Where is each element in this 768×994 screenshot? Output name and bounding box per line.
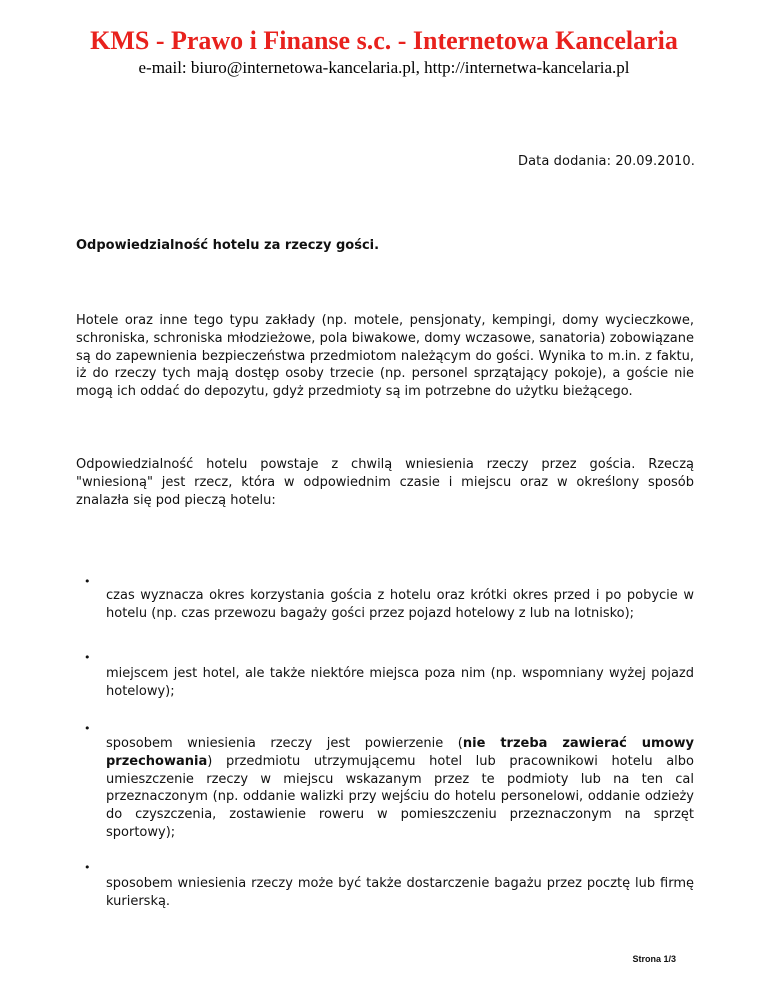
list-item-manner-before: sposobem wniesienia rzeczy jest powierzenie (: [106, 736, 463, 751]
bullet-marker: •: [84, 722, 91, 735]
date-added: Data dodania: 20.09.2010.: [518, 154, 695, 169]
bullet-marker: •: [84, 575, 91, 588]
document-header-title: KMS - Prawo i Finanse s.c. - Internetowa Kancelaria: [90, 26, 678, 55]
bullet-marker: •: [84, 861, 91, 874]
list-item-delivery: sposobem wniesienia rzeczy może być także dostarczenie bagażu przez pocztę lub firmę kurierską.: [106, 876, 694, 909]
list-item-place: miejscem jest hotel, ale także niektóre miejsca poza nim (np. wspomniany wyżej pojazd hotelowy);: [106, 666, 694, 699]
list-item-manner-after: ) przedmiotu utrzymującemu hotel lub pracownikowi hotelu albo umieszczenie rzeczy w miejscu wskazanym przez te podmioty lub na ten cal przeznaczonym (np. oddanie walizki przy wejściu do hotelu personelowi, oddanie odzieży do czyszczenia, zostawienie roweru w pomieszczeniu przeznaczonym na sprzęt sportowy);: [106, 753, 694, 840]
page-number: Strona 1/3: [632, 954, 676, 964]
document-header-contact: e-mail: biuro@internetowa-kancelaria.pl, http://internetwa-kancelaria.pl: [138, 58, 630, 77]
bullet-marker: •: [84, 651, 91, 664]
list-item-time: czas wyznacza okres korzystania gościa z hotelu oraz krótki okres przed i po pobycie w hotelu (np. czas przewozu bagaży gości przez pojazd hotelowy z lub na lotnisko);: [106, 588, 694, 621]
paragraph-intro: Hotele oraz inne tego typu zakłady (np. motele, pensjonaty, kempingi, domy wycieczkowe, schroniska, schroniska młodzieżowe, pola biwakowe, domy wczasowe, sanatoria) zobowiązane są do zapewnienia bezpieczeństwa przedmiotom należącym do gości. Wynika to m.in. z faktu, iż do rzeczy tych mają dostęp osoby trzecie (np. personel sprzątający pokoje), a goście nie mogą ich oddać do depozytu, gdyż przedmioty są im potrzebne do użytku bieżącego.: [76, 313, 694, 400]
list-item-manner-emphasis: nie trzeba zawierać umowy przechowania: [106, 736, 695, 769]
article-title: Odpowiedzialność hotelu za rzeczy gości.: [76, 238, 380, 253]
list-item-manner: [106, 735, 694, 842]
paragraph-liability: Odpowiedzialność hotelu powstaje z chwilą wniesienia rzeczy przez gościa. Rzeczą "wniesioną" jest rzecz, która w odpowiednim czasie i miejscu oraz w określony sposób znalazła się pod pieczą hotelu:: [76, 457, 694, 508]
